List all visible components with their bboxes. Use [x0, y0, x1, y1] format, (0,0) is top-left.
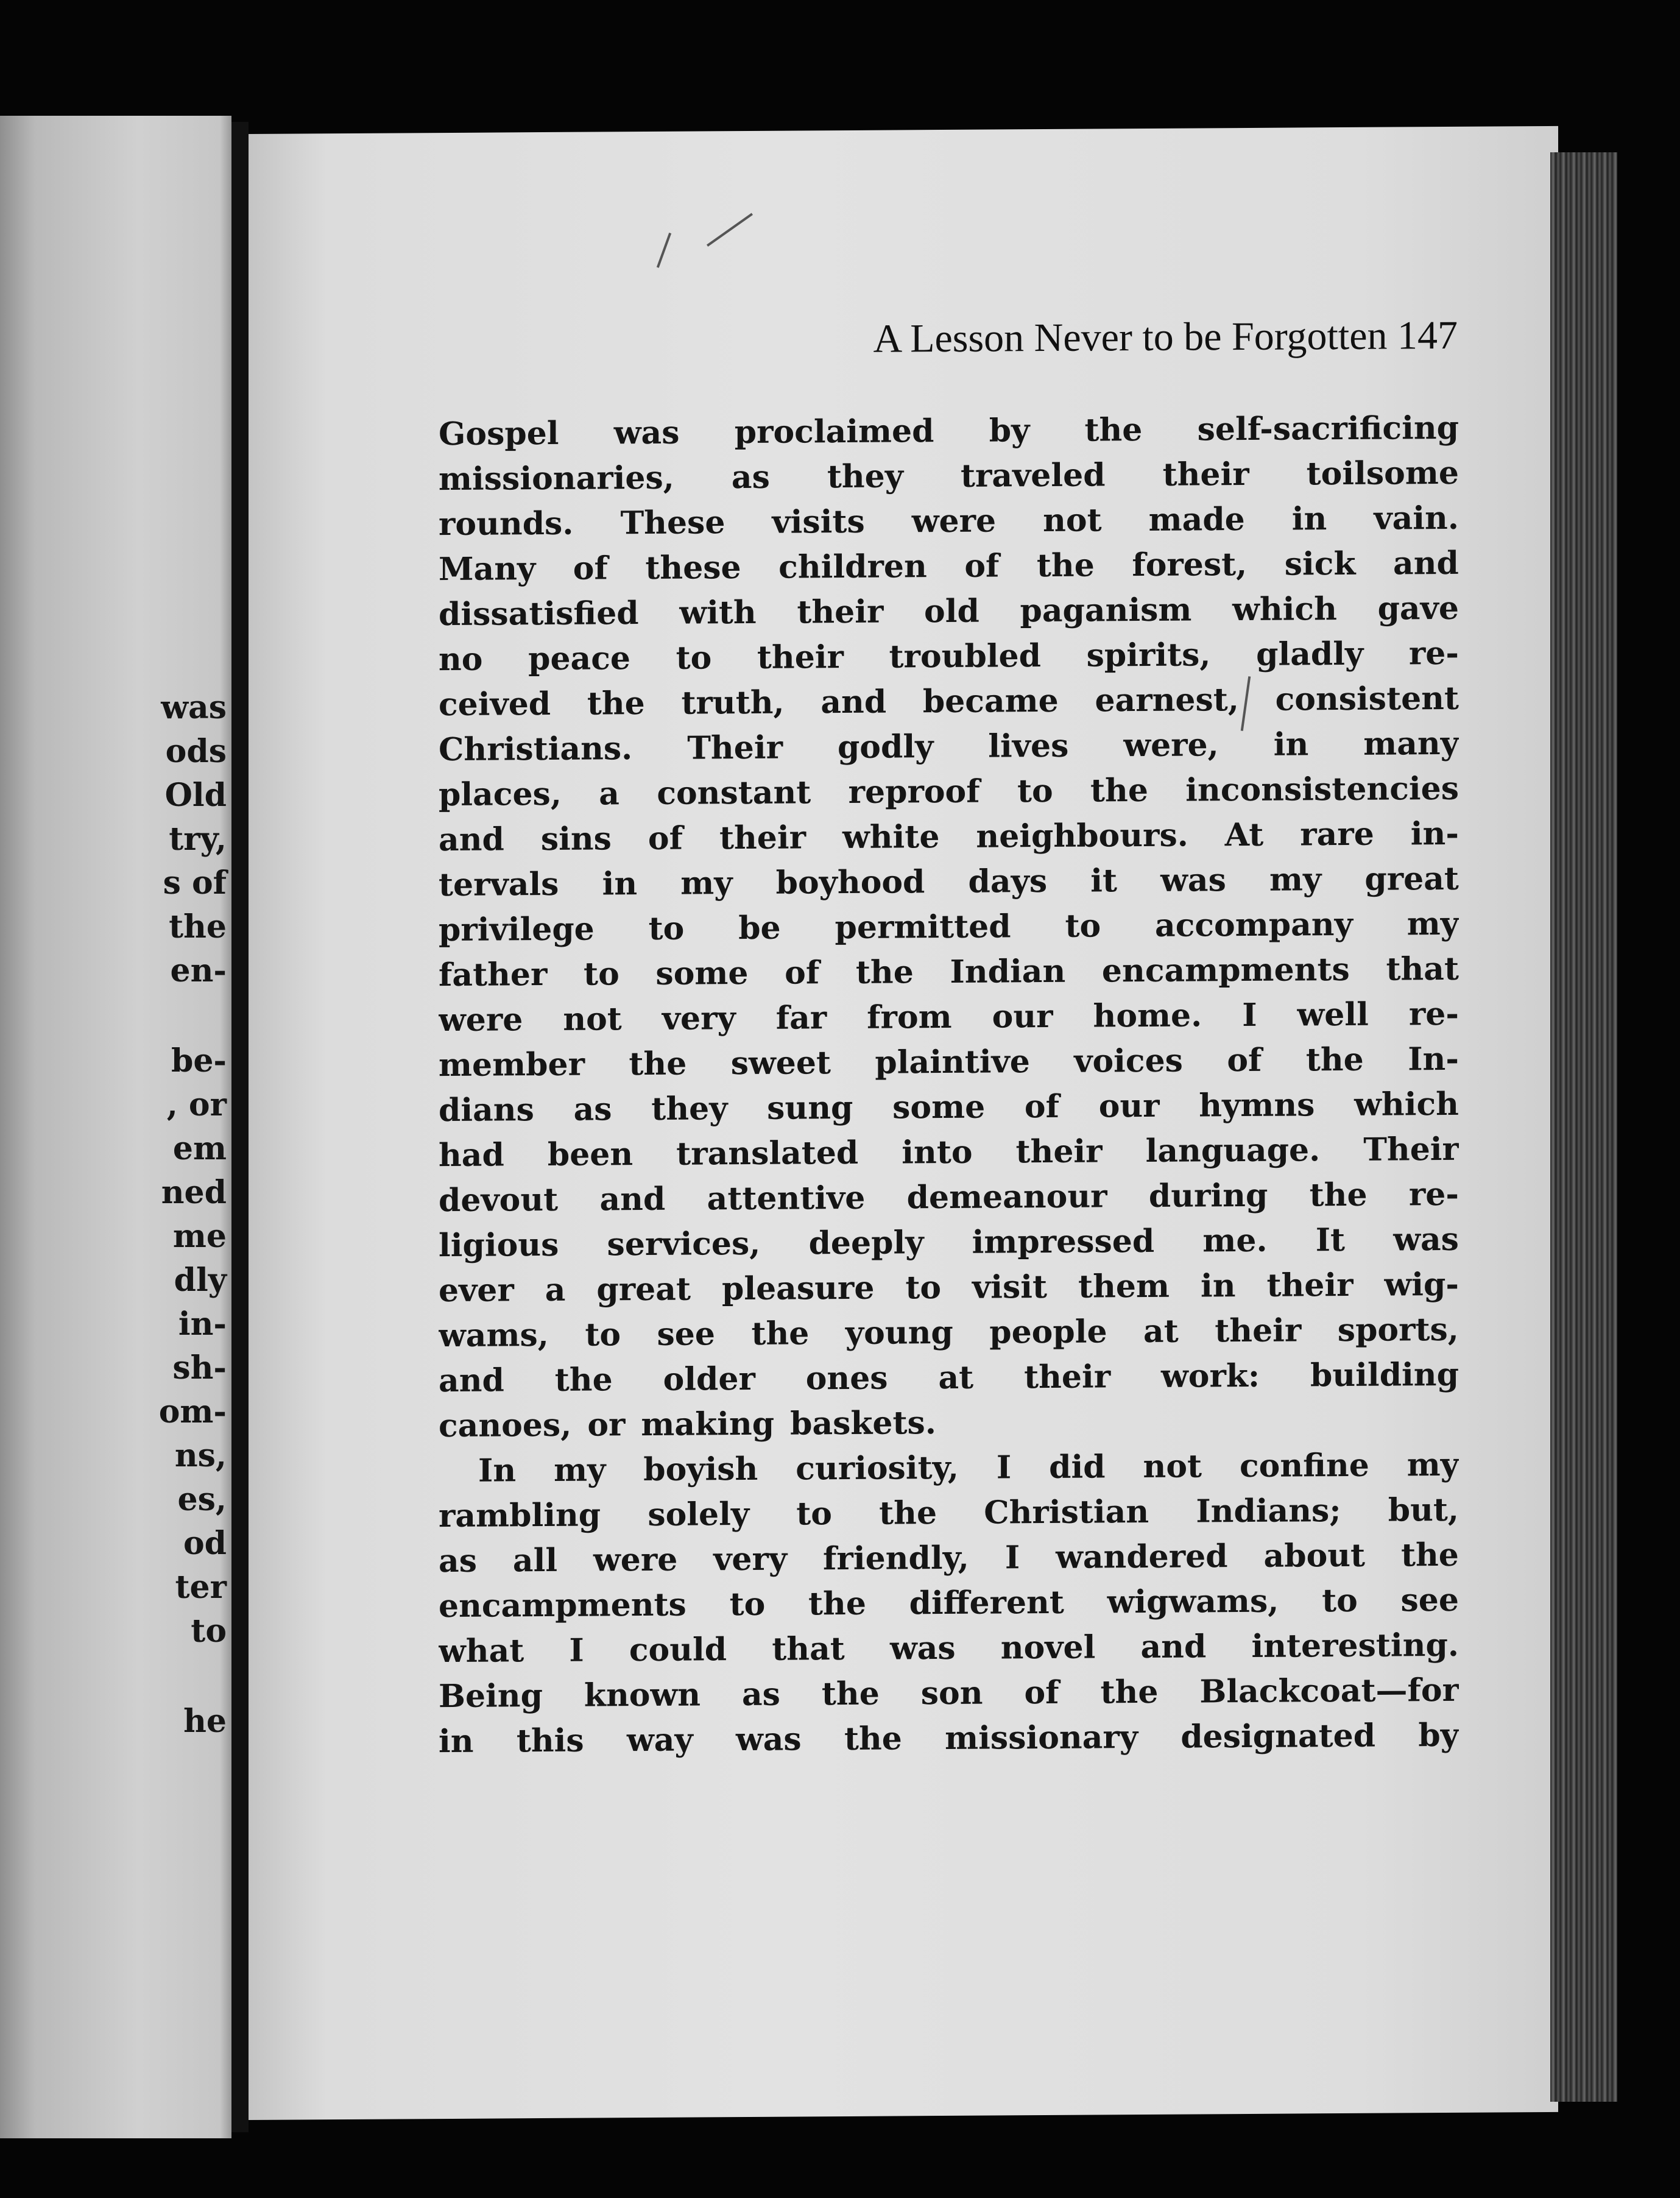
word: their [797, 593, 884, 631]
word: well [1297, 995, 1369, 1034]
left-page-fragment: was [161, 689, 227, 726]
word: ligious [439, 1226, 559, 1265]
word: member [439, 1045, 585, 1084]
pencil-mark [657, 233, 671, 268]
left-page-fragment: en- [170, 952, 227, 989]
word: was [735, 1720, 802, 1759]
left-page-fragment: to [191, 1613, 227, 1650]
word: Their [687, 729, 783, 767]
word: confine [1239, 1446, 1369, 1485]
word: the [879, 1494, 937, 1532]
word: in [1273, 726, 1309, 763]
word: inconsistencies [1185, 769, 1459, 809]
word: our [992, 997, 1053, 1036]
word: permitted [835, 908, 1011, 947]
running-head: A Lesson Never to be Forgotten 147 [873, 313, 1458, 361]
word: the [1100, 1673, 1159, 1711]
word: traveled [960, 456, 1106, 495]
word: privilege [439, 910, 595, 949]
word: work: [1161, 1357, 1260, 1395]
text-line [439, 992, 1459, 1043]
word: the [587, 685, 645, 723]
word: a [599, 775, 619, 813]
word: sins [540, 820, 612, 858]
word: Gospel [439, 414, 559, 453]
word: translated [676, 1134, 859, 1173]
word: that [1386, 950, 1459, 988]
word: the [1084, 411, 1143, 449]
word: the [629, 1045, 687, 1083]
word: self-sacrificing [1197, 409, 1459, 448]
word: did [1049, 1448, 1106, 1486]
text-line [439, 1262, 1459, 1313]
word: of [573, 550, 608, 587]
left-page-fragment: be- [171, 1042, 227, 1080]
word: home. [1093, 997, 1202, 1035]
word: ceived [439, 685, 551, 724]
book-gutter [231, 122, 249, 2132]
word: missionaries, [439, 459, 674, 498]
word: was [1160, 861, 1226, 899]
word: pleasure [721, 1269, 875, 1308]
text-line [439, 1307, 1459, 1359]
word: at [938, 1359, 974, 1397]
word: of [785, 954, 820, 992]
word: I [1004, 1539, 1020, 1577]
word: at [1143, 1312, 1179, 1351]
word: deeply [808, 1224, 924, 1262]
word: were [911, 502, 997, 540]
word: in- [1410, 815, 1459, 853]
word: Being [439, 1677, 543, 1716]
word: by [1418, 1716, 1459, 1755]
word: with [679, 593, 757, 632]
word: was [889, 1629, 956, 1667]
word: to [676, 639, 712, 677]
word: In [478, 1452, 517, 1489]
word: far [775, 999, 827, 1037]
text-line [439, 406, 1459, 457]
word: but, [1388, 1491, 1459, 1529]
text-line [439, 902, 1459, 953]
word: or [587, 1406, 626, 1444]
word: and [439, 1362, 504, 1400]
word: encampments [1101, 950, 1350, 990]
word: to [796, 1495, 832, 1533]
word: were, [1123, 726, 1219, 765]
word: sung [767, 1089, 853, 1127]
word: of [964, 547, 1000, 585]
word: and [821, 683, 887, 721]
word: re- [1408, 995, 1459, 1033]
word: and [1140, 1628, 1207, 1666]
text-line [439, 766, 1459, 818]
word: them [1078, 1267, 1170, 1306]
word: re- [1408, 634, 1459, 673]
word: spirits, [1086, 636, 1211, 674]
word: visit [972, 1268, 1048, 1306]
word: their [1215, 1312, 1302, 1350]
word: services, [607, 1224, 761, 1263]
word: many [1363, 724, 1459, 763]
word: the [1305, 1041, 1364, 1079]
word: neighbours. [976, 816, 1188, 855]
word: made [1148, 501, 1245, 539]
word: and [439, 821, 504, 859]
word: were [593, 1541, 678, 1579]
word: had [439, 1136, 504, 1175]
text-line [439, 1082, 1459, 1133]
word: their [719, 819, 806, 857]
text-line [439, 811, 1459, 863]
word: In- [1408, 1040, 1459, 1078]
word: At [1224, 816, 1264, 854]
word: their [757, 638, 844, 676]
text-line [439, 1172, 1459, 1223]
word: the [855, 953, 914, 991]
left-page-fragment: ter [175, 1569, 227, 1606]
text-line [439, 631, 1459, 682]
word: different [909, 1583, 1064, 1622]
word: places, [439, 775, 562, 814]
word: making [641, 1405, 775, 1444]
pencil-mark [707, 213, 753, 247]
word: visits [772, 503, 865, 541]
word: Their [1363, 1130, 1459, 1168]
word: Indians; [1196, 1492, 1341, 1530]
word: could [629, 1631, 727, 1669]
word: boyish [643, 1450, 758, 1489]
word: my [554, 1451, 606, 1489]
word: the [751, 1315, 810, 1352]
page-edges [1550, 152, 1617, 2102]
word: I [996, 1449, 1012, 1486]
word: my [1269, 861, 1322, 899]
left-page-fragment: the [169, 908, 227, 945]
word: ever [439, 1271, 514, 1310]
word: a [545, 1271, 566, 1309]
word: great [596, 1270, 691, 1309]
word: not [563, 1000, 622, 1038]
word: impressed [972, 1222, 1155, 1261]
word: re- [1408, 1175, 1459, 1214]
word: see [657, 1315, 715, 1353]
word: of [1024, 1087, 1059, 1126]
word: designated [1181, 1717, 1376, 1756]
text-line [439, 1352, 1459, 1404]
word: these [645, 549, 741, 587]
word: ones [805, 1359, 888, 1398]
left-page-fragment: s of [163, 864, 227, 902]
word: children [778, 548, 927, 586]
word: I [1242, 996, 1257, 1034]
word: missionary [945, 1719, 1138, 1758]
word: which [1354, 1085, 1459, 1123]
text-line [439, 857, 1459, 908]
word: as [573, 1090, 612, 1128]
word: of [1227, 1041, 1262, 1080]
word: what [439, 1632, 524, 1670]
word: known [584, 1676, 701, 1714]
word: lives [988, 727, 1069, 765]
text-line [439, 451, 1459, 502]
word: during [1148, 1176, 1268, 1215]
word: plaintive [875, 1043, 1030, 1081]
word: sports, [1337, 1310, 1459, 1349]
word: constant [657, 774, 811, 812]
left-page-fragment: try, [169, 821, 227, 858]
word: been [547, 1136, 634, 1174]
word: the [821, 1675, 880, 1713]
word: to [729, 1585, 766, 1624]
word: paganism [1020, 591, 1192, 630]
word: they [827, 458, 903, 496]
word: some [892, 1088, 986, 1126]
right-page [249, 126, 1558, 2120]
word: rare [1300, 815, 1374, 853]
word: very [713, 1540, 788, 1578]
word: the [1036, 546, 1095, 585]
word: dians [439, 1091, 534, 1129]
word: toilsome [1306, 454, 1459, 493]
left-page-fragment: Old [164, 777, 227, 814]
word: that [772, 1630, 845, 1668]
text-line [439, 586, 1459, 637]
word: white [842, 818, 940, 857]
word: some [655, 954, 749, 992]
word: as [731, 458, 770, 496]
word: wams, [439, 1316, 549, 1355]
word: to [1065, 907, 1101, 945]
word: These [620, 504, 725, 542]
left-page-fragment: om- [158, 1393, 227, 1430]
word: attentive [707, 1179, 866, 1218]
word: father [439, 956, 548, 994]
text-line [439, 1037, 1459, 1088]
word: was [1393, 1220, 1459, 1259]
word: in [602, 865, 638, 903]
text-line [439, 1623, 1459, 1674]
word: truth, [681, 684, 785, 722]
text-line [439, 1488, 1459, 1539]
word: of [648, 819, 683, 857]
word: Christian [984, 1493, 1149, 1532]
left-page-fragment: em [172, 1130, 227, 1167]
word: the [1309, 1176, 1368, 1214]
left-page-fragment: es, [177, 1481, 227, 1518]
word: to [584, 955, 619, 993]
word: this [516, 1722, 584, 1760]
word: very [662, 1000, 736, 1037]
word: tervals [439, 865, 559, 904]
left-page-fragment: ods [165, 733, 227, 770]
word: language. [1145, 1131, 1321, 1170]
word: as [439, 1542, 477, 1580]
word: no [439, 640, 483, 679]
word: Christians. [439, 730, 633, 769]
word: their [1015, 1133, 1103, 1171]
text-line [439, 1533, 1459, 1584]
word: great [1364, 860, 1459, 898]
left-page [0, 116, 231, 2138]
word: Blackcoat—for [1199, 1671, 1459, 1711]
word: it [1090, 862, 1117, 900]
text-line [439, 1668, 1459, 1719]
word: reproof [848, 772, 980, 811]
word: older [663, 1360, 755, 1398]
text-line [439, 1443, 1459, 1494]
word: and [1393, 544, 1459, 582]
word: forest, [1132, 545, 1248, 584]
word: proclaimed [734, 412, 934, 451]
word: the [1400, 1536, 1459, 1574]
left-page-fragment: sh- [172, 1349, 227, 1387]
word: wandered [1056, 1538, 1228, 1576]
word: canoes, [439, 1406, 572, 1445]
word: devout [439, 1181, 559, 1220]
word: It [1315, 1221, 1346, 1259]
text-line [439, 1578, 1459, 1629]
word: wig- [1384, 1265, 1459, 1304]
word: baskets. [790, 1404, 936, 1443]
word: became [922, 682, 1059, 721]
word: of [1024, 1673, 1059, 1712]
word: earnest, [1095, 681, 1239, 719]
word: curiosity, [796, 1449, 959, 1488]
word: to [1322, 1581, 1358, 1620]
word: were [439, 1001, 523, 1039]
word: their [1024, 1358, 1111, 1396]
text-line [439, 676, 1459, 727]
left-page-fragment: me [172, 1218, 227, 1255]
word: from [867, 998, 952, 1036]
word: and [599, 1180, 666, 1218]
word: gladly [1256, 635, 1364, 673]
text-line [439, 541, 1459, 592]
word: voices [1074, 1042, 1183, 1080]
word: not [1143, 1447, 1202, 1486]
word: me. [1202, 1221, 1268, 1260]
word: into [902, 1133, 973, 1171]
word: rambling [439, 1496, 601, 1535]
word: rounds. [439, 504, 574, 543]
word: in [1291, 500, 1327, 538]
word: my [1406, 1446, 1459, 1484]
word: to [648, 910, 685, 947]
word: their [1162, 455, 1249, 493]
word: the [808, 1585, 866, 1623]
word: consistent [1275, 679, 1459, 718]
word: gave [1377, 589, 1459, 627]
word: all [512, 1541, 558, 1580]
text-line [439, 721, 1459, 772]
word: son [920, 1674, 983, 1712]
word: not [1043, 501, 1102, 540]
word: people [989, 1313, 1107, 1351]
word: the [844, 1720, 902, 1758]
word: the [554, 1361, 613, 1399]
word: Indian [950, 952, 1066, 991]
word: to [905, 1269, 942, 1307]
left-page-fragment: in- [178, 1306, 227, 1343]
word: their [1266, 1266, 1354, 1304]
left-page-fragment: he [183, 1703, 227, 1740]
word: my [680, 864, 733, 902]
word: in [439, 1722, 474, 1761]
word: wigwams, [1107, 1582, 1279, 1621]
word: to [1017, 772, 1053, 810]
word: about [1263, 1536, 1366, 1575]
word: I [569, 1631, 584, 1669]
word: novel [1000, 1628, 1096, 1667]
left-page-fragment: ns, [174, 1437, 227, 1474]
left-page-fragment: od [183, 1525, 227, 1562]
word: dissatisfied [439, 595, 639, 634]
word: be [738, 909, 781, 947]
word: as [741, 1675, 780, 1714]
text-line [439, 947, 1459, 998]
word: to [585, 1316, 621, 1354]
word: Many [439, 550, 536, 588]
word: our [1098, 1087, 1160, 1125]
word: sick [1284, 545, 1356, 583]
word: young [845, 1313, 953, 1352]
text-line [439, 1217, 1459, 1268]
body-text [439, 406, 1459, 1764]
text-line [439, 496, 1459, 547]
word: the [1090, 771, 1148, 810]
word: vain. [1374, 499, 1459, 537]
word: old [924, 592, 979, 631]
word: by [989, 412, 1030, 450]
word: see [1400, 1581, 1459, 1619]
word: days [968, 862, 1048, 900]
word: accompany [1155, 905, 1353, 944]
word: sweet [730, 1044, 831, 1083]
left-page-fragment: ned [161, 1174, 227, 1211]
text-line [439, 1127, 1459, 1178]
word: boyhood [775, 863, 925, 902]
word: demeanour [906, 1178, 1107, 1217]
left-page-fragment: , or [166, 1086, 227, 1123]
word: way [626, 1721, 693, 1759]
word: friendly, [823, 1539, 969, 1578]
word: encampments [439, 1586, 686, 1625]
word: troubled [889, 637, 1041, 676]
word: hymns [1199, 1086, 1315, 1125]
text-line [439, 1398, 1459, 1449]
word: in [1200, 1267, 1236, 1305]
left-page-fragment: dly [174, 1262, 227, 1299]
word: was [613, 414, 680, 452]
text-line [439, 1713, 1459, 1764]
word: which [1232, 590, 1337, 629]
word: they [651, 1090, 728, 1128]
word: building [1310, 1355, 1459, 1394]
word: peace [528, 640, 630, 678]
word: godly [837, 728, 934, 766]
word: interesting. [1251, 1626, 1459, 1665]
word: my [1406, 905, 1459, 943]
word: solely [648, 1495, 750, 1533]
